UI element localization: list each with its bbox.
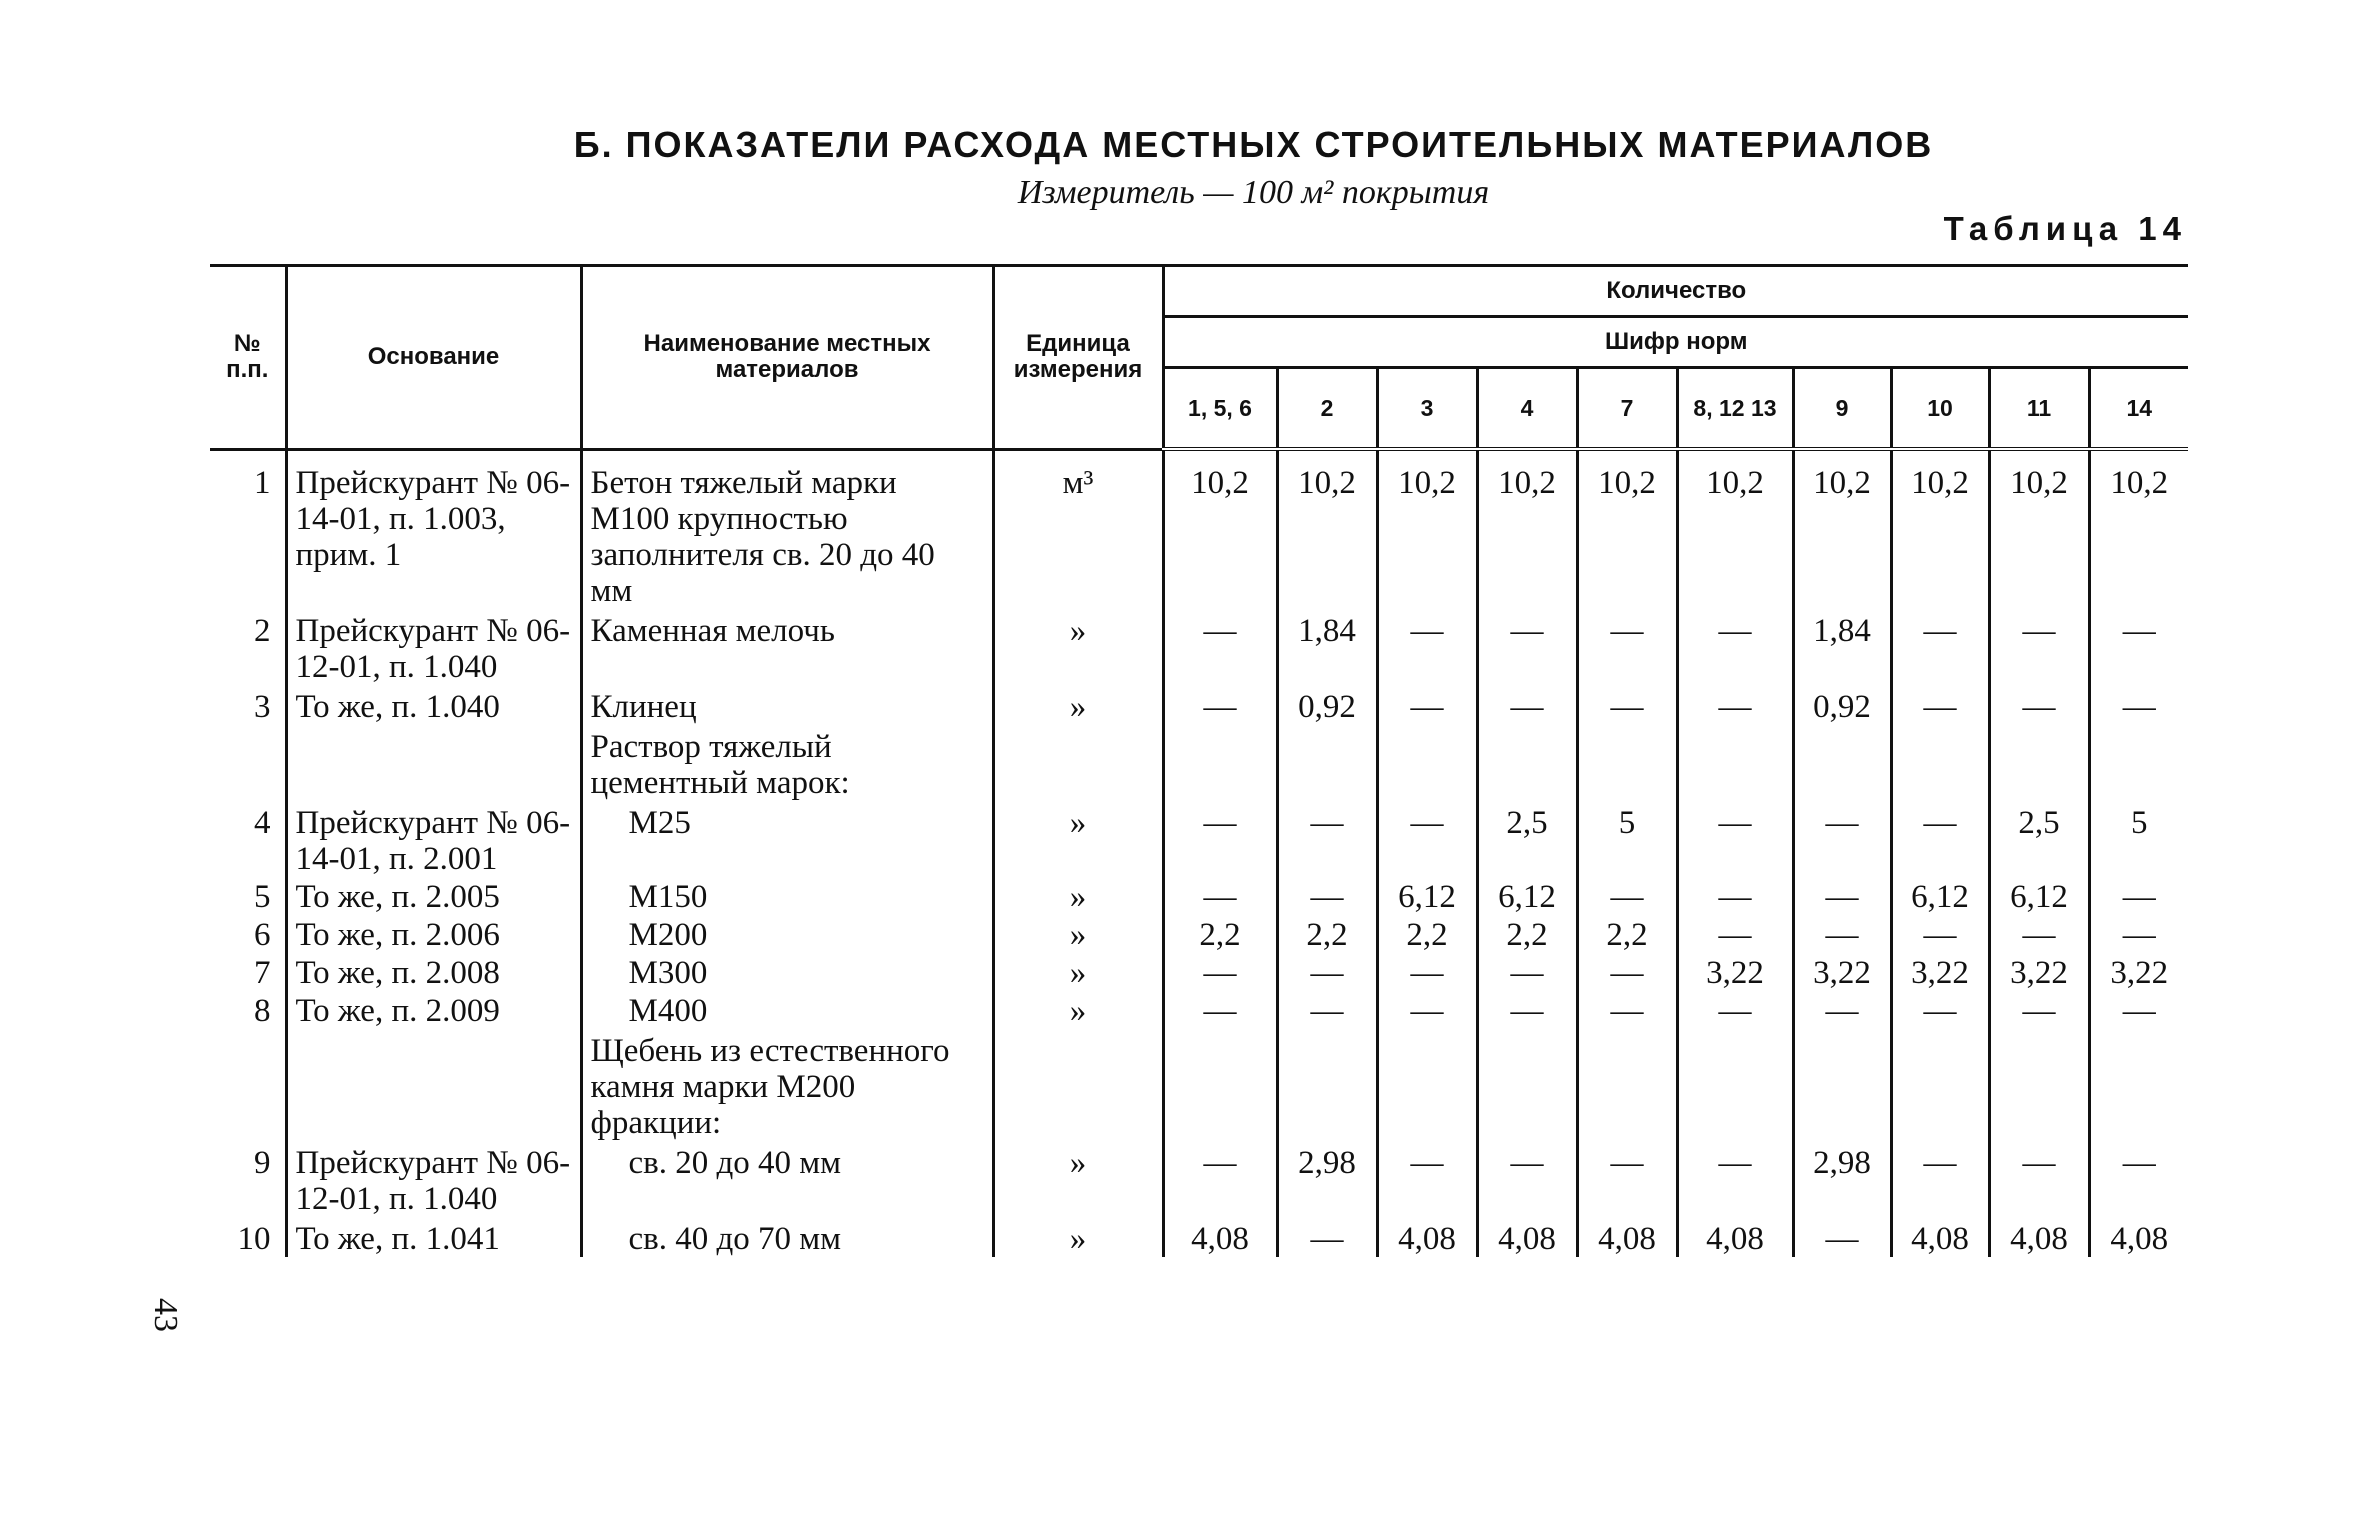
row-number: 5 [254,878,271,915]
materials-consumption-table [210,264,2188,1257]
material-cell: М200 [581,915,993,953]
unit-cell: » [993,915,1163,953]
quantity-cell: — [1989,915,2089,953]
unit-cell: » [993,991,1163,1029]
quantity-cell: — [1577,685,1677,725]
basis-cell: Прейскурант № 06-14-01, п. 2.001 [286,801,581,877]
quantity-cell [1793,725,1891,801]
quantity-cell: — [1163,685,1277,725]
material-cell: св. 40 до 70 мм [581,1217,993,1257]
quantity-cell: 10,2 [1577,449,1677,609]
quantity-cell: 4,08 [1377,1217,1477,1257]
quantity-cell: — [1163,953,1277,991]
quantity-cell: 2,98 [1793,1141,1891,1217]
header-code-cell: 14 [2089,368,2188,450]
material-cell: св. 20 до 40 мм [581,1141,993,1217]
row-number: 3 [254,688,271,725]
quantity-cell: — [2089,1141,2188,1217]
unit-cell [993,725,1163,801]
quantity-cell: 4,08 [1477,1217,1577,1257]
quantity-cell: — [1163,801,1277,877]
quantity-cell: — [1677,801,1793,877]
basis-cell: Прейскурант № 06-14-01, п. 1.003, прим. 1 [286,449,581,609]
quantity-cell: 10,2 [1477,449,1577,609]
quantity-cell: — [1677,1141,1793,1217]
basis-cell [286,1029,581,1141]
basis-cell: То же, п. 2.005 [286,877,581,915]
quantity-cell: — [1577,877,1677,915]
header-code-cell: 11 [1989,368,2089,450]
quantity-cell [1989,725,2089,801]
quantity-cell [1891,725,1989,801]
quantity-cell [1277,725,1377,801]
quantity-cell: 5 [1577,801,1677,877]
quantity-cell: — [1277,953,1377,991]
header-no: № п.п. [210,266,286,450]
table-row [210,1217,2188,1257]
header-code: Шифр норм [1163,317,2188,368]
header-material: Наименование местных материалов [581,266,993,450]
quantity-cell: 3,22 [2089,953,2188,991]
quantity-cell: — [1989,991,2089,1029]
quantity-cell [1891,1029,1989,1141]
unit-cell [993,1029,1163,1141]
quantity-cell: — [1989,609,2089,685]
quantity-cell: — [1163,609,1277,685]
quantity-cell [1477,1029,1577,1141]
quantity-cell: — [1577,1141,1677,1217]
quantity-cell: — [1793,1217,1891,1257]
quantity-cell: — [1677,991,1793,1029]
header-code-cell: 3 [1377,368,1477,450]
quantity-cell: — [1377,1141,1477,1217]
quantity-cell: 3,22 [1989,953,2089,991]
quantity-cell: — [1989,685,2089,725]
quantity-cell: — [1891,801,1989,877]
material-cell: М300 [581,953,993,991]
quantity-cell: 2,5 [1989,801,2089,877]
quantity-cell: 6,12 [1891,877,1989,915]
quantity-cell: — [1163,991,1277,1029]
row-number: 9 [254,1144,271,1181]
header-code-cell: 2 [1277,368,1377,450]
page-number: 43 [147,1298,184,1332]
quantity-cell [2089,725,2188,801]
quantity-cell: 0,92 [1277,685,1377,725]
unit-cell: » [993,1141,1163,1217]
quantity-cell: — [1677,685,1793,725]
row-number [210,1029,286,1141]
basis-cell [286,725,581,801]
material-cell: Клинец [581,685,993,725]
quantity-cell: 4,08 [1677,1217,1793,1257]
header-basis: Основание [286,266,581,450]
header-code-cell: 8, 12 13 [1677,368,1793,450]
table-row [210,449,2188,609]
quantity-cell: 10,2 [2089,449,2188,609]
quantity-cell: — [1477,685,1577,725]
quantity-cell [1477,725,1577,801]
table-row [210,609,2188,685]
quantity-cell: — [2089,877,2188,915]
quantity-cell [1163,725,1277,801]
quantity-cell: — [1377,991,1477,1029]
quantity-cell: 4,08 [1891,1217,1989,1257]
quantity-cell [1677,725,1793,801]
quantity-cell: 10,2 [1677,449,1793,609]
row-number: 7 [254,954,271,991]
quantity-cell [1793,1029,1891,1141]
quantity-cell: 3,22 [1793,953,1891,991]
quantity-cell [1377,1029,1477,1141]
quantity-cell: — [1577,953,1677,991]
row-number [210,725,286,801]
quantity-cell: 10,2 [1163,449,1277,609]
basis-cell: Прейскурант № 06-12-01, п. 1.040 [286,609,581,685]
quantity-cell: — [1677,877,1793,915]
quantity-cell [1377,725,1477,801]
quantity-cell: — [1891,685,1989,725]
quantity-cell [1277,1029,1377,1141]
quantity-cell: — [1577,609,1677,685]
quantity-cell: — [1793,877,1891,915]
quantity-cell: 6,12 [1377,877,1477,915]
unit-cell: » [993,685,1163,725]
quantity-cell [1989,1029,2089,1141]
quantity-cell: — [1891,609,1989,685]
header-code-cell: 10 [1891,368,1989,450]
header-code-cell: 4 [1477,368,1577,450]
measurement-unit-subtitle: Измеритель — 100 м² покрытия [1017,174,1490,211]
material-cell: Каменная мелочь [581,609,993,685]
quantity-cell: 1,84 [1793,609,1891,685]
quantity-cell: 4,08 [1577,1217,1677,1257]
quantity-cell: 10,2 [1989,449,2089,609]
quantity-cell: — [1891,915,1989,953]
quantity-cell: 0,92 [1793,685,1891,725]
quantity-cell: — [2089,915,2188,953]
quantity-cell: 2,2 [1577,915,1677,953]
quantity-cell: 6,12 [1989,877,2089,915]
table-row [210,685,2188,725]
quantity-cell: 2,2 [1277,915,1377,953]
quantity-cell: — [1477,1141,1577,1217]
row-number: 2 [254,612,271,649]
material-cell: М25 [581,801,993,877]
unit-cell: » [993,953,1163,991]
quantity-cell: — [1793,915,1891,953]
quantity-cell: — [1277,801,1377,877]
material-cell: Щебень из естественного камня марки М200 фракции: [581,1029,993,1141]
quantity-cell: — [1677,915,1793,953]
material-cell: М150 [581,877,993,915]
quantity-cell: 2,2 [1377,915,1477,953]
quantity-cell: — [1477,953,1577,991]
quantity-cell: 1,84 [1277,609,1377,685]
header-code-cell: 9 [1793,368,1891,450]
section-title: Б. ПОКАЗАТЕЛИ РАСХОДА МЕСТНЫХ СТРОИТЕЛЬНЫХ МАТЕРИАЛОВ [573,124,1934,165]
quantity-cell: 3,22 [1891,953,1989,991]
quantity-cell: 2,2 [1477,915,1577,953]
unit-cell: м³ [993,449,1163,609]
header-unit: Единица измерения [993,266,1163,450]
table-row [210,915,2188,953]
row-number: 6 [254,916,271,953]
quantity-cell: 3,22 [1677,953,1793,991]
basis-cell: То же, п. 2.008 [286,953,581,991]
quantity-cell: — [2089,685,2188,725]
quantity-cell: — [1577,991,1677,1029]
basis-cell: То же, п. 2.006 [286,915,581,953]
quantity-cell: — [1477,991,1577,1029]
basis-cell: То же, п. 2.009 [286,991,581,1029]
header-code-cell: 7 [1577,368,1677,450]
table-row [210,801,2188,877]
header-quantity: Количество [1163,266,2188,317]
table-row [210,725,2188,801]
basis-cell: Прейскурант № 06-12-01, п. 1.040 [286,1141,581,1217]
quantity-cell: 2,2 [1163,915,1277,953]
quantity-cell: — [2089,609,2188,685]
header-code-cell: 1, 5, 6 [1163,368,1277,450]
basis-cell: То же, п. 1.041 [286,1217,581,1257]
quantity-cell [1577,1029,1677,1141]
quantity-cell: — [1377,801,1477,877]
quantity-cell: — [1677,609,1793,685]
table-row [210,1029,2188,1141]
quantity-cell: — [1793,991,1891,1029]
quantity-cell: — [1277,1217,1377,1257]
quantity-cell: — [1377,685,1477,725]
quantity-cell: 4,08 [1989,1217,2089,1257]
quantity-cell: 6,12 [1477,877,1577,915]
quantity-cell: 4,08 [2089,1217,2188,1257]
quantity-cell: — [1163,1141,1277,1217]
quantity-cell: — [1793,801,1891,877]
quantity-cell: — [1163,877,1277,915]
quantity-cell: 10,2 [1277,449,1377,609]
quantity-cell: 4,08 [1163,1217,1277,1257]
quantity-cell [1163,1029,1277,1141]
material-cell: Бетон тяжелый марки М100 крупностью заполнителя св. 20 до 40 мм [581,449,993,609]
table-row [210,953,2188,991]
quantity-cell: — [1377,609,1477,685]
quantity-cell: — [2089,991,2188,1029]
quantity-cell: 5 [2089,801,2188,877]
quantity-cell [2089,1029,2188,1141]
quantity-cell: — [1989,1141,2089,1217]
unit-cell: » [993,877,1163,915]
quantity-cell: 10,2 [1891,449,1989,609]
quantity-cell [1677,1029,1793,1141]
quantity-cell: — [1277,991,1377,1029]
table-row [210,991,2188,1029]
unit-cell: » [993,609,1163,685]
quantity-cell: 10,2 [1793,449,1891,609]
material-cell: М400 [581,991,993,1029]
quantity-cell [1577,725,1677,801]
table-body [210,449,2188,1257]
material-cell: Раствор тяжелый цементный марок: [581,725,993,801]
table-row [210,1141,2188,1217]
quantity-cell: 2,5 [1477,801,1577,877]
unit-cell: » [993,1217,1163,1257]
quantity-cell: — [1891,991,1989,1029]
row-number: 1 [254,464,271,501]
basis-cell: То же, п. 1.040 [286,685,581,725]
unit-cell: » [993,801,1163,877]
quantity-cell: — [1277,877,1377,915]
table-row [210,877,2188,915]
quantity-cell: — [1477,609,1577,685]
row-number: 4 [254,804,271,841]
row-number: 10 [237,1220,271,1257]
row-number: 8 [254,992,271,1029]
table-number-label: Таблица 14 [1943,210,2187,247]
quantity-cell: 2,98 [1277,1141,1377,1217]
quantity-cell: — [1377,953,1477,991]
quantity-cell: 10,2 [1377,449,1477,609]
quantity-cell: — [1891,1141,1989,1217]
